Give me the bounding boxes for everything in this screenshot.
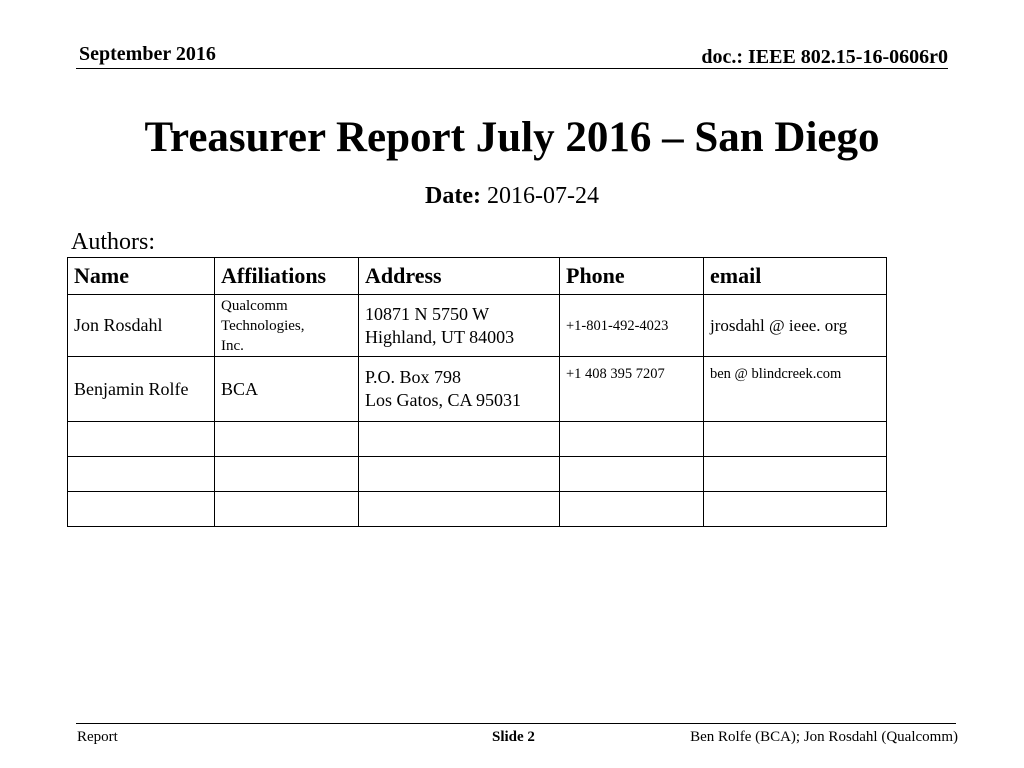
header-date: September 2016 [79, 43, 216, 65]
address-line: Highland, UT 84003 [365, 326, 515, 347]
author-name: Benjamin Rolfe [68, 357, 215, 422]
footer-slide-number: Slide 2 [492, 729, 535, 745]
table-header-row [68, 258, 887, 295]
author-name: Jon Rosdahl [68, 295, 215, 357]
empty-cell [359, 492, 560, 527]
table-row [68, 295, 887, 357]
column-header-email: email [704, 258, 887, 295]
column-header-name: Name [68, 258, 215, 295]
affiliation-line: Technologies, [221, 317, 305, 334]
footer-rule [76, 723, 956, 724]
affiliation-line: BCA [221, 378, 259, 399]
date-label: Date: [425, 183, 481, 209]
authors-table [67, 257, 887, 527]
column-header-affiliations: Affiliations [215, 258, 359, 295]
empty-cell [68, 422, 215, 457]
author-phone: +1-801-492-4023 [560, 295, 704, 357]
column-header-address: Address [359, 258, 560, 295]
footer-authors: Ben Rolfe (BCA); Jon Rosdahl (Qualcomm) [690, 729, 958, 745]
empty-cell [560, 492, 704, 527]
table-row [68, 357, 887, 422]
author-address [359, 295, 560, 357]
table-row-empty [68, 492, 887, 527]
empty-cell [560, 457, 704, 492]
author-email: ben @ blindcreek.com [704, 357, 887, 422]
column-header-phone: Phone [560, 258, 704, 295]
empty-cell [215, 457, 359, 492]
header-rule [76, 68, 948, 69]
author-address [359, 357, 560, 422]
author-affiliation [215, 295, 359, 357]
empty-cell [215, 492, 359, 527]
address-line: P.O. Box 798 [365, 367, 462, 387]
authors-label: Authors: [71, 229, 155, 255]
empty-cell [704, 422, 887, 457]
table-row-empty [68, 457, 887, 492]
author-affiliation [215, 357, 359, 422]
affiliation-line: Qualcomm [221, 297, 288, 314]
author-phone: +1 408 395 7207 [560, 357, 704, 422]
address-line: Los Gatos, CA 95031 [365, 390, 522, 410]
date-value: 2016-07-24 [486, 183, 599, 209]
empty-cell [359, 457, 560, 492]
empty-cell [68, 457, 215, 492]
author-email: jrosdahl @ ieee. org [704, 295, 887, 357]
empty-cell [560, 422, 704, 457]
address-line: 10871 N 5750 W [365, 303, 490, 324]
empty-cell [704, 457, 887, 492]
date-line [0, 181, 1024, 211]
empty-cell [359, 422, 560, 457]
slide-title: Treasurer Report July 2016 – San Diego [144, 114, 880, 161]
table-row-empty [68, 422, 887, 457]
affiliation-line: Inc. [221, 337, 244, 354]
empty-cell [215, 422, 359, 457]
footer-left: Report [77, 729, 118, 745]
empty-cell [704, 492, 887, 527]
empty-cell [68, 492, 215, 527]
header-doc-id: doc.: IEEE 802.15-16-0606r0 [701, 46, 948, 68]
